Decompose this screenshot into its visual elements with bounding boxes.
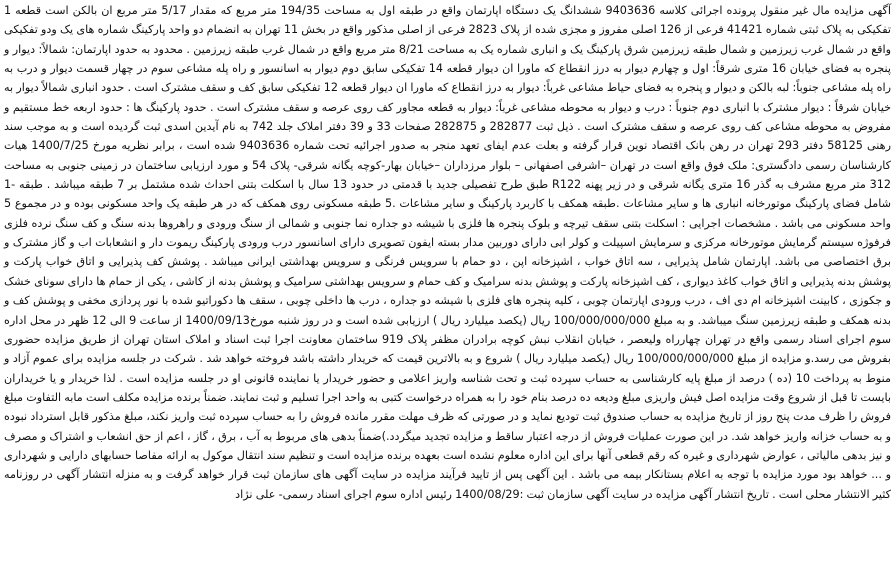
auction-notice-body: آگهی مزایده مال غیر منقول پرونده اجرائی کلاسه 9403636 ششدانگ یک دستگاه اپارتمان واقع در طبقه اول به مساحت 194/35 متر مربع که مقدار 5/17 متر مربع ان بالکن است قطعه 1 تفکیکی به پلاک ثبتی شماره 41421 فرعی از 126 اصلی مفروز و مجزی شده از پلاک 2823 فرعی از اصلی مذکور واقع در بخش 11 تهران به انضمام دو واحد پارکینگ شماره های یک ودو تفکیکی واقع در شمال غرب زیرزمین و شمال طبقه زیرزمین شرق پارکینگ یک و انباری شماره یک به مساحت 8/21 متر مربع واقع در شمال غرب طبقه زیرزمین . محدود به حدود اپارتمان: شمالاً: دیوار و پنجره به فضای خیابان 16 متری شرقاً: اول و چهارم دیوار به درز انقطاع که ماورا ان دیوار قطعه 14 تفکیکی سابق دوم دیوار به اسانسور و راه پله مشاعی سوم در چهار قسمت دیوار و درب به راه پله مشاعی جنوباً: لبه بالکن و دیوار و پنجره به فضای حیاط مشاعی غرباً: دیوار به درز انقطاع که ماورا ان دیوار قطعه 12 تفکیکی سابق کف و سقف مشترک است . حدود انباری شمالاً دیوار به خیابان شرقاً : دیوار مشترک با انباری دوم جنوباً : درب و دیوار به محوطه مشاعی غرباً: دیوار به قطعه مجاور کف روی عرصه و سقف مشترک است . حدود پارکینگ ها : حدود اربعه خط مستقیم و مفروض به محوطه مشاعی کف روی عرصه و سقف مشترک است . ذیل ثبت 282877 و 282875 صفحات 33 و 39 دفتر املاک جلد 742 به نام آیدین اسدی ثبت گردیده است و به موجب سند رهنی 58125 دفتر 293 تهران در رهن بانک اقتصاد نوین قرار گرفته و بعلت عدم ایفای تعهد منجر به صدور اجرائیه تحت شماره 9403636 شده است ، برابر نظریه مورخ 1400/7/25 هیات کارشناسان رسمی دادگستری: ملک فوق واقع است در تهران –اشرفی اصفهانی – بلوار مرزداران –خیابان بهار-کوچه یگانه شرقی- پلاک 54 و مورد ارزیابی ساختمان در زمینی جنوبی به مساحت 312 متر مربع مشرف به گذر 16 متری یگانه شرقی و در زیر پهنه R122 طبق طرح تفصیلی جدید با قدمتی در حدود 13 سال با اسکلت بتنی احداث شده مشتمل بر 7 طبقه میباشد . طبقه -1 شامل فضای پارکینگ موتورخانه انباری ها و سایر مشاعات .طبقه همکف با کاربرد پارکینگ و سایر مشاعات .5 طبقه مسکونی روی همکف که در هر طبقه یک واحد مسکونی بوده و در مجموع 5 واحد مسکونی می باشد . مشخصات اجرایی : اسکلت بتنی سقف تیرچه و بلوک پنجره ها فلزی با شیشه دو جداره نما جنوبی و شمالی از سنگ ورودی و راهروها بدنه سنگ و کف سنگ نرده فلزی فرفوژه سیستم گرمایش موتورخانه مرکزی و سرمایش اسپیلت و کولر ابی دارای دوربین مدار بسته ایفون تصویری دارای اسانسور درب ورودی پارکینگ ریموت دار و انشعابات اب و گاز مشترک و برق اختصاصی می باشد. اپارتمان شامل پذیرایی ، سه اتاق خواب ، اشپزخانه اپن ، دو حمام با سرویس فرنگی و سرویس بهداشتی ایرانی میباشد . پوشش کف پذیرایی و اتاق خواب پارکت و پوشش بدنه پذیرایی و اتاق خواب کاغذ دیواری ، کف اشپزخانه پارکت و پوشش بدنه سرامیک و کف حمام و سرویس بهداشتی سرامیک و پوشش بدنه از کاشی ، یکی از حمام ها دارای سونای خشک و جکوزی ، کابینت اشپزخانه ام دی اف ، درب ورودی اپارتمان چوبی ، کلیه پنجره های فلزی با شیشه دو جداره ، درب ها داخلی چوبی ، سقف ها دکوراتیو شده با نور پردازی مخفی و پوشش کف و بدنه همکف و طبقه زیرزمین سنگ میباشد. و به مبلغ 100/000/000/000 ریال (یکصد میلیارد ریال ) ارزیابی شده است و در روز شنبه مورخ1400/09/13 از ساعت 9 الی 12 ظهر در محل اداره سوم اجرای اسناد رسمی واقع در تهران چهارراه ولیعصر ، خیابان انقلاب نبش کوچه برادران مظفر پلاک 919 ساختمان معاونت اجرا ثبت اسناد و املاک استان تهران از طریق مزایده حضوری بفروش می رسد.و مزایده از مبلغ 100/000/000/000 ریال (یکصد میلیارد ریال ) شروع و به بالاترین قیمت که خریدار داشته باشد فروخته خواهد شد . شرکت در جلسه مزایده برای عموم آزاد و منوط به پرداخت 10 (ده ) درصد از مبلغ پایه کارشناسی به حساب سپرده ثبت و تحت شناسه واریز اعلامی و حضور خریدار یا نماینده قانونی او در جلسه مزایده است . لذا خریدار و یا خریداران بایست تا قبل از شروع وقت مزایده اصل فیش واریزی مبلغ ودیعه ده درصد بنام خود را به همراه درخواست کتبی به واحد اجرا تسلیم و ثبت نمایند. ضمناً برنده مزایده مکلف است مابه التفاوت مبلغ فروش را ظرف مدت پنج روز از تاریخ مزایده به حساب صندوق ثبت تودیع نماید و در صورتی که ظرف مهلت مقرر مانده فروش را به حساب سپرده ثبت واریز نکند، مبلغ مذکور قابل استرداد نبوده و به حساب خزانه واریز خواهد شد. در این صورت عملیات فروش از درجه اعتبار ساقط و مزایده تجدید میگردد.)ضمناً بدهی های مربوط به آب ، برق ، گاز ، اعم از حق انشعاب و اشتراک و مصرف و نیز بدهی مالیاتی ، عوارض شهرداری و غیره که رقم قطعی آنها برای این اداره معلوم نشده است بعهده برنده مزایده است و تنظیم سند انتقال موکول به ارائه مفاصا حسابهای دارایی و شهرداری و ... خواهد بود مورد مزایده با توجه به اعلام بستانکار بیمه می باشد . این آگهی پس از تایید فرآیند مزایده در سایت آگهی های سازمان ثبت قرار خواهد گرفت و به منزله انتشار آگهی در روزنامه کثیر الانتشار محلی است . تاریخ انتشار آگهی مزایده در سایت آگهی سازمان ثبت :1400/08/29 رئیس اداره سوم اجرای اسناد رسمی- علی نژاد bbox=[4, 4, 892, 501]
